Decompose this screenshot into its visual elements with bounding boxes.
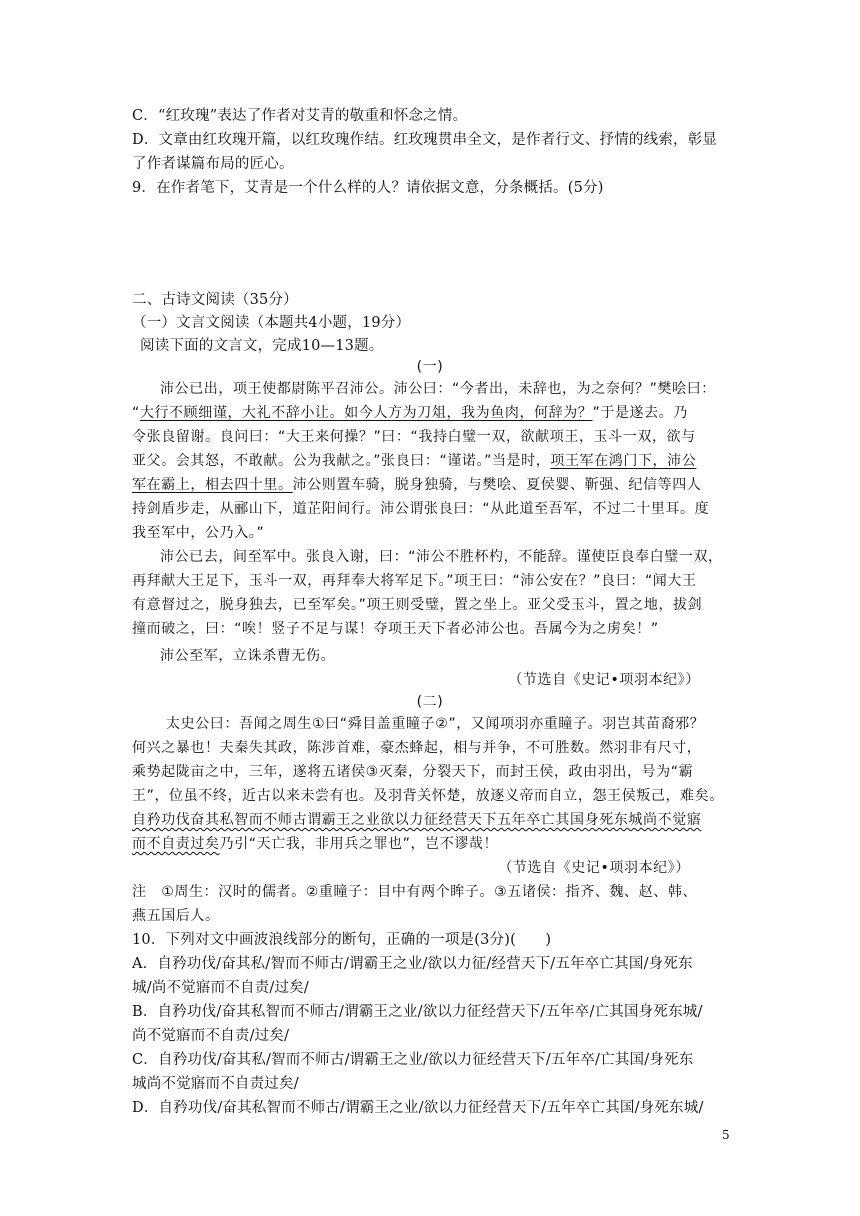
- passage-2-line: 乘势起陇亩之中，三年，遂将五诸侯③灭秦，分裂天下，而封王侯，政由羽出，号为“霸: [132, 764, 694, 780]
- passage-1-line: 撞而破之，曰：“唉！竖子不足与谋！夺项王天下者必沛公也。吾属今为之虏矣！”: [132, 621, 659, 637]
- passage-1-line: 我至军中，公乃入。”: [132, 525, 265, 541]
- underlined-sentence: 项王军在鸿门下，沛公: [550, 453, 697, 469]
- question-10-option-a: A．自矜功伐/奋其私/智而不师古/谓霸王之业/欲以力征/经营天下/五年卒亡其国/身死东: [132, 956, 693, 972]
- passage-2-heading: (二): [416, 694, 444, 710]
- passage-1-line: 亚父。会其怒，不敢献。公为我献之。”张良曰：“谨诺。”当是时，项王军在鸿门下，沛公: [132, 453, 697, 469]
- q8-option-d-line2: 了作者谋篇布局的匠心。: [132, 156, 294, 172]
- passage-1-line: 有意督过之，脱身独去，已至军矣。”项王则受璧，置之坐上。亚父受玉斗，置之地，拔剑: [132, 597, 703, 613]
- question-9: 9．在作者笔下，艾青是一个什么样的人？请依据文意，分条概括。(5分): [132, 180, 604, 196]
- passage-1-line: 沛公至军，立诛杀曹无伤。: [160, 648, 336, 664]
- question-10-option-c: 城尚不觉寤而不自责过矣/: [132, 1076, 299, 1092]
- page-number: 5: [722, 1128, 730, 1142]
- passage-1-line: 令张良留谢。良问曰：“大王来何操？”曰：“我持白璧一双，欲献项王，玉斗一双，欲与: [132, 429, 696, 445]
- passage-1-line: 沛公已去，间至军中。张良入谢，曰：“沛公不胜杯杓，不能辞。谨使臣良奉白璧一双，: [160, 549, 723, 565]
- passage-2-source: （节选自《史记•项羽本纪》）: [498, 860, 690, 876]
- passage-1-line: 再拜献大王足下，玉斗一双，再拜奉大将军足下。”项王曰：“沛公安在？”良曰：“闻大王: [132, 573, 697, 589]
- passage-2-line: 王”，位虽不终，近古以来未尝有也。及羽背关怀楚，放逐义帝而自立，怨王侯叛己，难矣。: [132, 788, 724, 804]
- wavy-underlined-text: 自矜功伐奋其私智而不师古谓霸王之业欲以力征经营天下五年卒亡其国身死东城尚不觉寤: [132, 812, 702, 828]
- section-2-title: 二、古诗文阅读（35分）: [132, 292, 298, 308]
- notes-line: 注 ①周生：汉时的儒者。②重瞳子：目中有两个眸子。③五诸侯：指齐、魏、赵、韩、: [132, 884, 698, 900]
- question-10-option-c: C．自矜功伐/奋其私/智而不师古/谓霸王之业/欲以力征经营天下/五年卒/亡其国/身死东: [132, 1052, 694, 1068]
- passage-1-source: （节选自《史记•项羽本纪》）: [508, 672, 700, 688]
- q8-option-c: C．“红玫瑰”表达了作者对艾青的敬重和怀念之情。: [132, 108, 468, 124]
- passage-2-wavy-line: [132, 810, 701, 830]
- passage-2-line: 而不自责过矣乃引“天亡我，非用兵之罪也”，岂不谬哉！: [132, 836, 499, 852]
- underlined-sentence: 军在霸上，相去四十里。: [132, 477, 293, 493]
- question-10-option-b: B．自矜功伐/奋其私智而不师古/谓霸王之业/欲以力征经营天下/五年卒/亡其国身死东城/: [132, 1004, 703, 1020]
- passage-1-heading: (一): [416, 359, 444, 375]
- passage-2-line: 太史公曰：吾闻之周生①曰“舜目盖重瞳子②”，又闻项羽亦重瞳子。羽岂其苗裔邪？: [166, 716, 705, 732]
- question-10-option-b: 尚不觉寤而不自责/过矣/: [132, 1028, 290, 1044]
- question-10-option-a: 城/尚不觉寤而不自责/过矣/: [132, 980, 309, 996]
- reading-instruction: 阅读下面的文言文，完成10—13题。: [140, 338, 384, 354]
- notes-line: 燕五国后人。: [132, 908, 220, 924]
- underlined-sentence: 大行不顾细谨，大礼不辞小让。如今人方为刀俎，我为鱼肉，何辞为？: [139, 405, 593, 421]
- section-2-subtitle: （一）文言文阅读（本题共4小题，19分）: [132, 315, 411, 331]
- passage-1-line: 沛公已出，项王使都尉陈平召沛公。沛公曰：“今者出，未辞也，为之奈何？”樊哙曰：: [160, 381, 716, 397]
- passage-1-line: “大行不顾细谨，大礼不辞小让。如今人方为刀俎，我为鱼肉，何辞为？”于是遂去。乃: [132, 405, 688, 421]
- wavy-underlined-text: 而不自责过矣: [132, 836, 220, 852]
- passage-1-line: 军在霸上，相去四十里。沛公则置车骑，脱身独骑，与樊哙、夏侯婴、靳强、纪信等四人: [132, 477, 702, 493]
- question-10-stem: 10．下列对文中画波浪线部分的断句，正确的一项是(3分)( ): [132, 932, 552, 948]
- passage-2-line: 何兴之暴也！夫秦失其政，陈涉首难，豪杰蜂起，相与并争，不可胜数。然羽非有尺寸，: [132, 740, 702, 756]
- question-10-option-d: D．自矜功伐/奋其私智而不师古/谓霸王之业/欲以力征经营天下/五年卒亡其国/身死东城/: [132, 1100, 704, 1116]
- q8-option-d-line1: D．文章由红玫瑰开篇，以红玫瑰作结。红玫瑰贯串全文，是作者行文、抒情的线索，彰显: [132, 132, 718, 148]
- passage-1-line: 持剑盾步走，从郦山下，道芷阳间行。沛公谓张良曰：“从此道至吾军，不过二十里耳。度: [132, 501, 710, 517]
